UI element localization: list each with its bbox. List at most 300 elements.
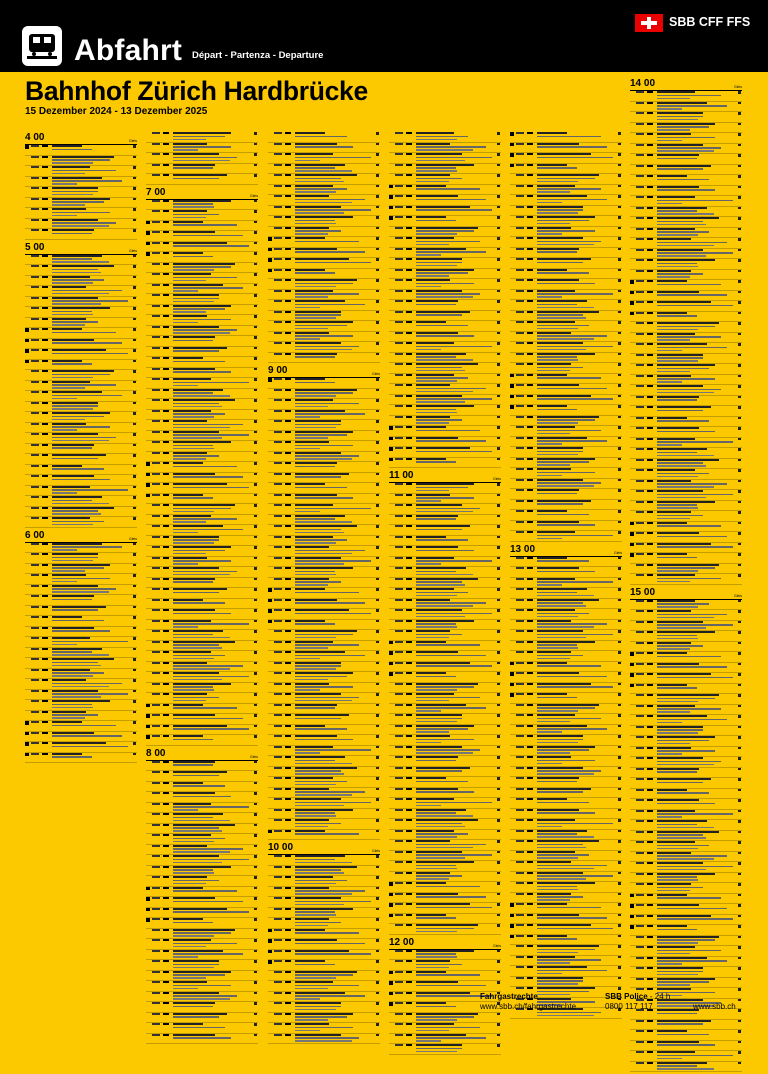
departure-time (274, 311, 282, 313)
line-badge (406, 735, 412, 737)
via-stops (173, 157, 237, 159)
destination (416, 830, 454, 832)
destination (295, 620, 325, 622)
via-stops-cont (657, 1058, 682, 1060)
via-stops (52, 447, 92, 449)
line-badge (285, 1002, 291, 1004)
departure-row (630, 715, 742, 726)
destination (295, 300, 345, 302)
line-badge (163, 1013, 169, 1015)
via-stops (52, 269, 98, 271)
line-badge (406, 515, 412, 517)
footer-website[interactable] (693, 1002, 736, 1012)
destination (52, 753, 82, 755)
destination (657, 553, 687, 555)
destination (416, 971, 446, 973)
platform-number (738, 999, 741, 1002)
via-stops (173, 371, 231, 373)
departure-time (152, 813, 160, 815)
destination (657, 532, 699, 534)
line-badge (406, 809, 412, 811)
platform-number (254, 897, 257, 900)
departure-time (152, 174, 160, 176)
departure-row (146, 803, 258, 814)
via-stops (173, 1027, 225, 1029)
line-badge (42, 742, 48, 744)
platform-number (497, 279, 500, 282)
departure-row (146, 887, 258, 898)
platform-number (738, 642, 741, 645)
departure-time (31, 297, 39, 299)
via-stops (657, 116, 703, 118)
departure-row (389, 578, 501, 589)
departure-time (516, 693, 524, 695)
via-stops (52, 599, 92, 601)
via-stops (657, 950, 721, 952)
line-badge (527, 458, 533, 460)
via-stops (173, 203, 213, 205)
line-badge (285, 651, 291, 653)
destination (295, 195, 329, 197)
via-stops (657, 866, 733, 868)
via-stops (416, 875, 462, 877)
platform-number (497, 363, 500, 366)
hour-label: 9 00 (268, 365, 288, 376)
platform-number (738, 448, 741, 451)
departure-time (516, 248, 524, 250)
via-stops (657, 357, 703, 359)
destination (657, 249, 703, 251)
via-stops (52, 426, 110, 428)
line-badge (527, 206, 533, 208)
departure-row (268, 971, 380, 982)
departure-time (636, 396, 644, 398)
platform-number (618, 258, 621, 261)
service-marker-icon (146, 918, 150, 922)
departure-time (152, 771, 160, 773)
departure-row (268, 216, 380, 227)
train-icon (22, 26, 62, 66)
footer-website-url[interactable]: www.sbb.ch (693, 1002, 736, 1011)
departure-time (516, 195, 524, 197)
line-badge (42, 711, 48, 713)
platform-number (376, 321, 379, 324)
destination (173, 210, 207, 212)
departure-row (268, 227, 380, 238)
destination (173, 504, 235, 506)
platform-number (376, 672, 379, 675)
via-stops (173, 550, 225, 552)
destination (295, 1002, 341, 1004)
timetable-column (389, 132, 501, 1057)
destination (416, 662, 470, 664)
via-stops (537, 272, 589, 274)
departure-time (152, 347, 160, 349)
departure-time (395, 662, 403, 664)
destination (295, 431, 353, 433)
line-badge (406, 981, 412, 983)
line-badge (163, 347, 169, 349)
via-stops (657, 105, 727, 107)
departure-time (636, 810, 644, 812)
service-marker-icon (389, 458, 393, 462)
line-badge (527, 195, 533, 197)
platform-number (497, 458, 500, 461)
destination (537, 132, 567, 134)
platform-number (254, 326, 257, 329)
platform-number (133, 564, 136, 567)
line-badge (647, 469, 653, 471)
platform-number (497, 1044, 500, 1047)
departure-time (274, 342, 282, 344)
departure-row (268, 237, 380, 248)
via-stops (295, 739, 353, 741)
via-stops (173, 340, 213, 342)
via-stops (52, 735, 122, 737)
line-badge (527, 861, 533, 863)
departure-time (636, 820, 644, 822)
line-badge (163, 866, 169, 868)
departure-row (510, 966, 622, 977)
line-badge (406, 227, 412, 229)
departure-row (389, 714, 501, 725)
destination (295, 321, 353, 323)
platform-number (497, 641, 500, 644)
destination (173, 294, 219, 296)
via-stops (416, 953, 456, 955)
departure-time (274, 788, 282, 790)
line-badge (527, 342, 533, 344)
destination (52, 177, 102, 179)
departure-row (389, 153, 501, 164)
via-stops (173, 224, 237, 226)
destination (52, 648, 102, 650)
via-stops (173, 676, 249, 678)
via-stops (537, 535, 613, 537)
line-badge (163, 620, 169, 622)
departure-row (146, 242, 258, 253)
destination (537, 956, 575, 958)
destination (295, 462, 337, 464)
departure-time (152, 200, 160, 202)
destination (173, 939, 211, 941)
timetable-column (268, 132, 380, 1046)
departure-row (146, 378, 258, 389)
line-badge (42, 517, 48, 519)
platform-number (254, 609, 257, 612)
page-subtitle: Départ - Partenza - Departure (192, 50, 324, 61)
platform-number (376, 735, 379, 738)
destination (52, 433, 98, 435)
destination (416, 185, 446, 187)
line-badge (647, 91, 653, 93)
platform-number (738, 820, 741, 823)
service-marker-icon (510, 924, 514, 928)
departure-time (31, 564, 39, 566)
line-badge (285, 714, 291, 716)
via-stops (295, 251, 365, 253)
line-badge (406, 195, 412, 197)
departure-row (630, 610, 742, 621)
departure-time (152, 153, 160, 155)
line-badge (285, 788, 291, 790)
destination (173, 263, 235, 265)
service-marker-icon (630, 915, 634, 919)
line-badge (163, 1002, 169, 1004)
departure-time (274, 662, 282, 664)
destination (173, 525, 223, 527)
via-stops (52, 311, 92, 313)
via-stops-cont (416, 1030, 449, 1032)
platform-number (254, 588, 257, 591)
destination (657, 280, 687, 282)
departure-time (31, 679, 39, 681)
departure-time (31, 627, 39, 629)
hour-block (389, 132, 501, 468)
via-stops-cont (173, 689, 214, 691)
hour-header (268, 365, 380, 378)
platform-number (133, 595, 136, 598)
via-stops (657, 452, 697, 454)
departure-row (630, 1030, 742, 1041)
departure-row (510, 384, 622, 395)
line-badge (163, 735, 169, 737)
via-stops-cont (657, 648, 690, 650)
platform-number (497, 494, 500, 497)
destination (537, 311, 599, 313)
line-badge (42, 700, 48, 702)
departure-row (630, 894, 742, 905)
via-stops-cont (416, 574, 473, 576)
destination (657, 406, 711, 408)
platform-number (618, 185, 621, 188)
service-marker-icon (25, 339, 29, 343)
service-marker-icon (510, 914, 514, 918)
via-stops-cont (416, 847, 473, 849)
departure-row (146, 399, 258, 410)
departure-time (636, 270, 644, 272)
destination (173, 567, 219, 569)
departure-time (395, 300, 403, 302)
departure-time (274, 483, 282, 485)
departure-row (268, 599, 380, 610)
platform-number (738, 768, 741, 771)
departure-row (630, 564, 742, 575)
service-marker-icon (146, 725, 150, 729)
line-badge (527, 819, 533, 821)
destination (657, 186, 699, 188)
via-stops (537, 377, 601, 379)
departure-time (395, 819, 403, 821)
platform-label: Gleis (129, 139, 137, 143)
line-badge (406, 248, 412, 250)
hour-block (510, 132, 622, 542)
line-badge (527, 521, 533, 523)
line-badge (406, 132, 412, 134)
departure-time (516, 956, 524, 958)
destination (173, 630, 223, 632)
departure-row (630, 343, 742, 354)
platform-number (738, 694, 741, 697)
via-stops (173, 136, 225, 138)
via-stops-cont (295, 574, 336, 576)
departure-row (630, 841, 742, 852)
departure-row (268, 630, 380, 641)
line-badge (647, 894, 653, 896)
line-badge (406, 557, 412, 559)
departure-time (31, 187, 39, 189)
departure-time (274, 960, 282, 962)
via-stops (537, 293, 613, 295)
via-stops (657, 410, 703, 412)
departure-time (274, 410, 282, 412)
line-badge (163, 725, 169, 727)
line-badge (527, 777, 533, 779)
via-stops-cont (173, 406, 222, 408)
departure-time (31, 339, 39, 341)
departure-time (31, 517, 39, 519)
departure-row (146, 284, 258, 295)
platform-number (133, 328, 136, 331)
line-badge (406, 830, 412, 832)
line-badge (527, 945, 533, 947)
departure-time (395, 788, 403, 790)
departure-time (395, 321, 403, 323)
platform-number (133, 219, 136, 222)
via-stops (537, 907, 601, 909)
via-stops (52, 479, 110, 481)
departure-time (274, 939, 282, 941)
via-stops-cont (52, 492, 77, 494)
via-stops-cont (173, 637, 230, 639)
via-stops (295, 434, 347, 436)
platform-number (618, 746, 621, 749)
destination (295, 809, 353, 811)
via-stops (295, 770, 341, 772)
line-badge (647, 946, 653, 948)
line-badge (285, 929, 291, 931)
line-badge (406, 143, 412, 145)
service-marker-icon (268, 269, 272, 273)
destination (416, 992, 470, 994)
departure-row (389, 395, 501, 406)
destination (657, 301, 711, 303)
via-stops (537, 697, 577, 699)
departure-row (268, 195, 380, 206)
destination (416, 363, 478, 365)
departure-row (510, 500, 622, 511)
departure-row (146, 792, 258, 803)
destination (173, 876, 207, 878)
line-badge (647, 417, 653, 419)
service-marker-icon (25, 732, 29, 736)
destination (416, 882, 446, 884)
via-stops (173, 922, 213, 924)
via-stops (416, 419, 462, 421)
via-stops-cont (173, 998, 230, 1000)
destination (537, 332, 571, 334)
destination (657, 642, 691, 644)
via-stops-cont (295, 191, 336, 193)
via-stops (416, 283, 474, 285)
departure-row (510, 353, 622, 364)
platform-number (376, 473, 379, 476)
departure-row (25, 423, 137, 434)
hour-block (510, 544, 622, 1019)
platform-number (618, 426, 621, 429)
departure-time (516, 767, 524, 769)
via-stops (537, 157, 613, 159)
departure-row (25, 690, 137, 701)
line-badge (647, 1041, 653, 1043)
departure-row (268, 746, 380, 757)
departure-row (510, 956, 622, 967)
via-stops (295, 283, 353, 285)
destination (295, 452, 341, 454)
departure-time (395, 777, 403, 779)
destination (173, 483, 227, 485)
departure-time (274, 452, 282, 454)
via-stops (416, 220, 456, 222)
via-stops (416, 823, 462, 825)
destination (52, 187, 98, 189)
destination (295, 1023, 329, 1025)
via-stops (52, 521, 104, 523)
line-badge (163, 588, 169, 590)
platform-number (738, 469, 741, 472)
destination (537, 704, 599, 706)
via-stops (295, 487, 347, 489)
platform-number (254, 546, 257, 549)
platform-number (497, 704, 500, 707)
line-badge (527, 809, 533, 811)
platform-number (738, 652, 741, 655)
line-badge (647, 154, 653, 156)
line-badge (647, 406, 653, 408)
departure-time (516, 426, 524, 428)
timetable-column (146, 132, 258, 1046)
platform-number (738, 343, 741, 346)
hour-label: 8 00 (146, 747, 166, 759)
footer-rights-url[interactable]: www.sbb.ch/fahrgastrechte (480, 1002, 577, 1011)
departure-row (389, 342, 501, 353)
line-badge (647, 1051, 653, 1053)
platform-number (254, 200, 257, 203)
departure-time (395, 704, 403, 706)
departure-row (510, 311, 622, 322)
departure-row (146, 200, 258, 211)
departure-time (31, 177, 39, 179)
via-stops-cont (295, 658, 320, 660)
line-badge (406, 447, 412, 449)
via-stops-cont (416, 700, 449, 702)
destination (657, 564, 719, 566)
platform-number (254, 462, 257, 465)
departure-row (25, 360, 137, 371)
departure-row (510, 882, 622, 893)
line-badge (647, 726, 653, 728)
line-badge (406, 405, 412, 407)
platform-number (497, 185, 500, 188)
via-stops-cont (416, 721, 457, 723)
via-stops (416, 781, 468, 783)
departure-row (268, 462, 380, 473)
line-badge (647, 747, 653, 749)
line-badge (647, 925, 653, 927)
via-stops-cont (173, 427, 230, 429)
destination (173, 399, 235, 401)
line-badge (42, 229, 48, 231)
